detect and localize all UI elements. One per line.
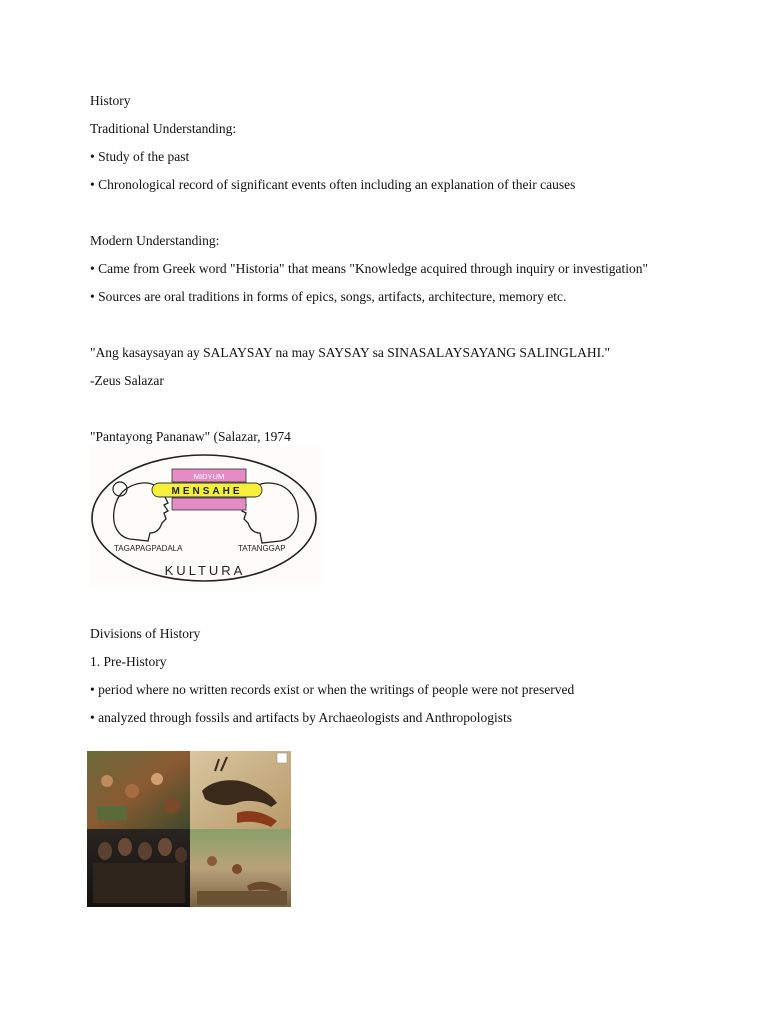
divisions-title: Divisions of History bbox=[90, 626, 201, 641]
modern-bullet-1: • Came from Greek word "Historia" that means "Knowledge acquired through inquiry or investigation" bbox=[90, 261, 649, 276]
section-heading-history: History bbox=[90, 93, 131, 108]
face-shape bbox=[158, 838, 172, 856]
quote-author: -Zeus Salazar bbox=[90, 373, 164, 388]
face-shape bbox=[118, 838, 132, 856]
pantayong-diagram-svg bbox=[90, 447, 322, 585]
prehistory-collage bbox=[87, 751, 291, 907]
figure-shape bbox=[207, 856, 217, 866]
mensahe-label: MENSAHE bbox=[171, 486, 243, 497]
ground-shape bbox=[97, 806, 127, 820]
prehistory-collage-svg bbox=[87, 751, 291, 907]
division-item-1: 1. Pre-History bbox=[90, 654, 167, 669]
quote-text: "Ang kasaysayan ay SALAYSAY na may SAYSAY sa SINASALAYSAYANG SALINGLAHI." bbox=[90, 345, 611, 360]
face-shape bbox=[98, 842, 112, 860]
modern-title: Modern Understanding: bbox=[90, 233, 220, 248]
figure-shape bbox=[164, 798, 180, 814]
kultura-label: KULTURA bbox=[164, 563, 246, 578]
bodies-shape bbox=[93, 863, 185, 903]
traditional-bullet-2: • Chronological record of significant events often including an explanation of their causes bbox=[90, 177, 576, 192]
face-shape bbox=[138, 842, 152, 860]
expand-icon bbox=[277, 753, 287, 763]
division-bullet-2: • analyzed through fossils and artifacts by Archaeologists and Anthropologists bbox=[90, 710, 513, 725]
sender-label: TAGAPAGPADALA bbox=[114, 544, 183, 553]
ground-shape bbox=[197, 891, 287, 905]
pantayong-caption: "Pantayong Pananaw" (Salazar, 1974 bbox=[90, 429, 291, 444]
face-shape bbox=[175, 847, 187, 863]
traditional-bullet-1: • Study of the past bbox=[90, 149, 190, 164]
pantayong-diagram bbox=[90, 447, 322, 585]
message-lower-bar bbox=[172, 498, 246, 510]
receiver-label: TATANGGAP bbox=[238, 544, 286, 553]
division-bullet-1: • period where no written records exist or when the writings of people were not preserved bbox=[90, 682, 575, 697]
figure-shape bbox=[101, 775, 113, 787]
midyum-label: MIDYUM bbox=[193, 472, 225, 481]
modern-bullet-2: • Sources are oral traditions in forms of epics, songs, artifacts, architecture, memory etc. bbox=[90, 289, 567, 304]
figure-shape bbox=[232, 864, 242, 874]
figure-shape bbox=[151, 773, 163, 785]
figure-shape bbox=[125, 784, 139, 798]
traditional-title: Traditional Understanding: bbox=[90, 121, 237, 136]
